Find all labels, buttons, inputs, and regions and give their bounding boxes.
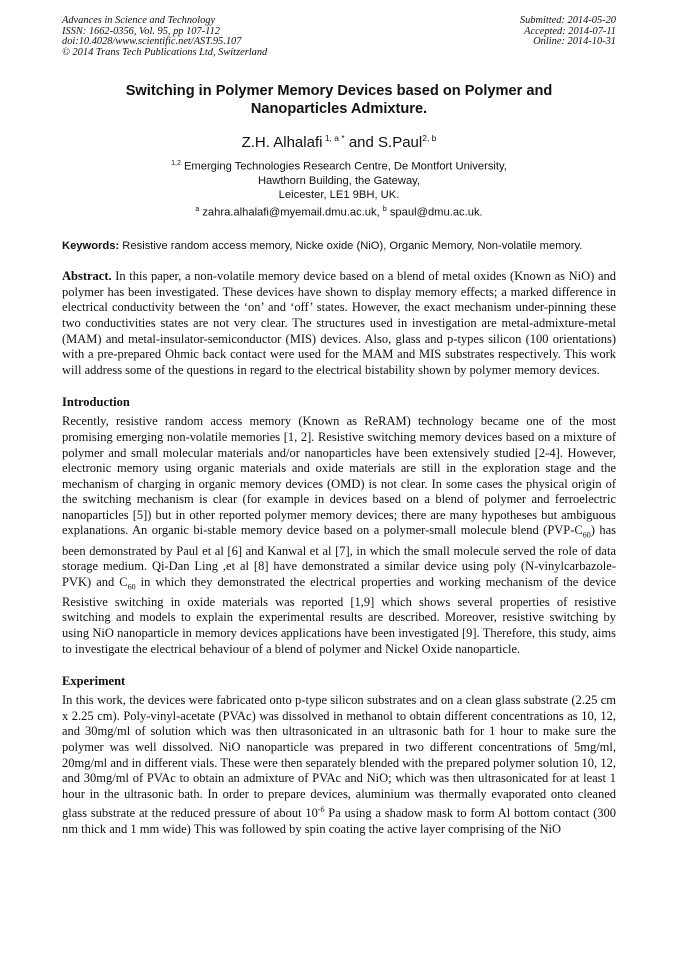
introduction-paragraph: [62, 414, 616, 657]
author-list: [62, 129, 616, 152]
intro-text-3: in which they demonstrated the electrical properties and working mechanism of the device Resistive switching in oxide materials was reported [1,9] which shows several properties of resistive switching and models to explain the experimental results are described. Moreover, resistive switching by using NiO nanoparticle in memory devices applications have been investigated [9]. Therefore, this study, aims to investigate the electrical behaviour of a blend of polymer and Nickel Oxide nanoparticle.: [62, 574, 616, 656]
abstract-label: Abstract.: [62, 269, 112, 284]
intro-subscript-2: 60: [127, 582, 136, 592]
journal-issn: ISSN: 1662-0356, Vol. 95, pp 107-112: [62, 25, 220, 37]
title-line-1: Switching in Polymer Memory Devices based on Polymer and: [125, 83, 553, 99]
email-marker-a: a: [195, 205, 200, 213]
submitted-date: Submitted: 2014-05-20: [519, 15, 616, 26]
email-marker-b: b: [382, 205, 387, 213]
accepted-date: Accepted: 2014-07-11: [524, 25, 616, 37]
intro-text-2: ) has been demonstrated by Paul et al [6] and Kanwal et al [7], in which the small molecule served the role of data storage medium. Qi-Dan Ling ,et al [8] have demonstrated a similar device using poly (N-vinylcarbazole-PVK) and C: [62, 523, 616, 589]
email-b: spaul@dmu.ac.uk.: [386, 206, 483, 219]
submission-dates: [520, 16, 616, 48]
journal-name: Advances in Science and Technology: [62, 15, 216, 26]
keywords-text: Resistive random access memory, Nicke oxide (NiO), Organic Memory, Non-volatile memory.: [119, 239, 583, 252]
keywords: [62, 240, 616, 254]
experiment-text-1: In this work, the devices were fabricated onto p-type silicon substrates and on a clean glass substrate (2.25 cm x 2.25 cm). Poly-vinyl-acetate (PVAc) was dissolved in methanol to obtain different concentrations as 10, 12, and 30mg/ml of solution which was then ultrasonicated in an ultrasonic bath for 1 hour to make sure the polymer was well dissolved. NiO nanoparticle was prepared in two different concentrations of 5mg/ml, 20mg/ml and in different vials. These were then separately blended with the prepared polymer solution 10, 12, and 30mg/ml of PVAc to obtain an admixture of PVAc and NiO; which was then ultrasonicated for at least 1 hour in the ultrasonic bath. In order to prepare devices, aluminium was thermally evaporated onto cleaned glass substrate at the reduced pressure of about 10: [62, 693, 616, 821]
experiment-paragraph: [62, 693, 616, 838]
author-emails: [62, 203, 616, 220]
experiment-heading: Experiment: [62, 674, 126, 689]
author-1-marker: 1, a *: [322, 133, 345, 143]
email-a: zahra.alhalafi@myemail.dmu.ac.uk,: [199, 206, 383, 219]
journal-header: [62, 16, 616, 62]
affiliation-marker: 1,2: [171, 160, 181, 167]
author-2: and S.Paul: [344, 134, 423, 151]
introduction-heading: Introduction: [62, 395, 130, 410]
abstract-text: In this paper, a non-volatile memory device based on a blend of metal oxides (Known as NiO) and polymer has been investigated. These devices have shown to display memory effects; a marked difference in electrical conductivity between the ‘on’ and ‘off’ states. However, the exact mechanism under-pinning these two conductivities states are not very clear. The structures used in investigation are metal-admixture-metal (MAM) and metal-insulator-semiconductor (MIS) devices. Also, glass and p-types silicon (100 orientations) with a pre-prepared Ohmic back contact were used for the MAM and MIS substrates respectively. This work will address some of the questions in regard to the electrical bistability shown by polymer memory devices.: [62, 269, 616, 377]
keywords-label: Keywords:: [62, 239, 120, 252]
paper-title: [62, 82, 616, 118]
experiment-superscript: -6: [317, 805, 325, 815]
experiment-text-2: Pa using a shadow mask to form Al bottom contact (300 nm thick and 1 mm wide) This was followed by spin coating the active layer comprising of the NiO: [62, 806, 616, 837]
online-date: Online: 2014-10-31: [533, 36, 616, 48]
affiliation: [62, 157, 616, 220]
intro-text-1: Recently, resistive random access memory (Known as ReRAM) technology became one of the most promising emerging non-volatile memories [1, 2]. Resistive switching memory devices based on a mixture of polymer and small molecular materials and/or nanoparticles have been extensively studied [2-4]. However, electronic memory using organic materials and oxide materials are still in the exploration stage and the mechanism of charging in organic memory devices (OMD) is not clear. In some cases the physical origin of the switching mechanism is clear (for example in devices based on a blend of polymer and ferroelectric nanoparticles [5]) but in other reported polymer memory devices; there are many hypotheses but ambiguous explanations. An organic bi-stable memory device based on a polymer-small molecule blend (PVP-C: [62, 414, 616, 538]
journal-doi: doi:10.4028/www.scientific.net/AST.95.107: [62, 36, 242, 48]
title-line-2: Nanoparticles Admixture.: [250, 101, 428, 117]
abstract: [62, 269, 616, 378]
affiliation-line-3: Leicester, LE1 9BH, UK.: [278, 189, 400, 202]
intro-subscript-1: 60: [582, 530, 591, 540]
journal-info: [62, 16, 267, 58]
affiliation-line-2: Hawthorn Building, the Gateway,: [257, 175, 421, 188]
author-1: Z.H. Alhalafi: [241, 134, 323, 151]
affiliation-line-1: Emerging Technologies Research Centre, De Montfort University,: [180, 160, 507, 173]
author-2-marker: 2, b: [422, 133, 437, 143]
journal-copyright: © 2014 Trans Tech Publications Ltd, Switzerland: [62, 46, 268, 58]
